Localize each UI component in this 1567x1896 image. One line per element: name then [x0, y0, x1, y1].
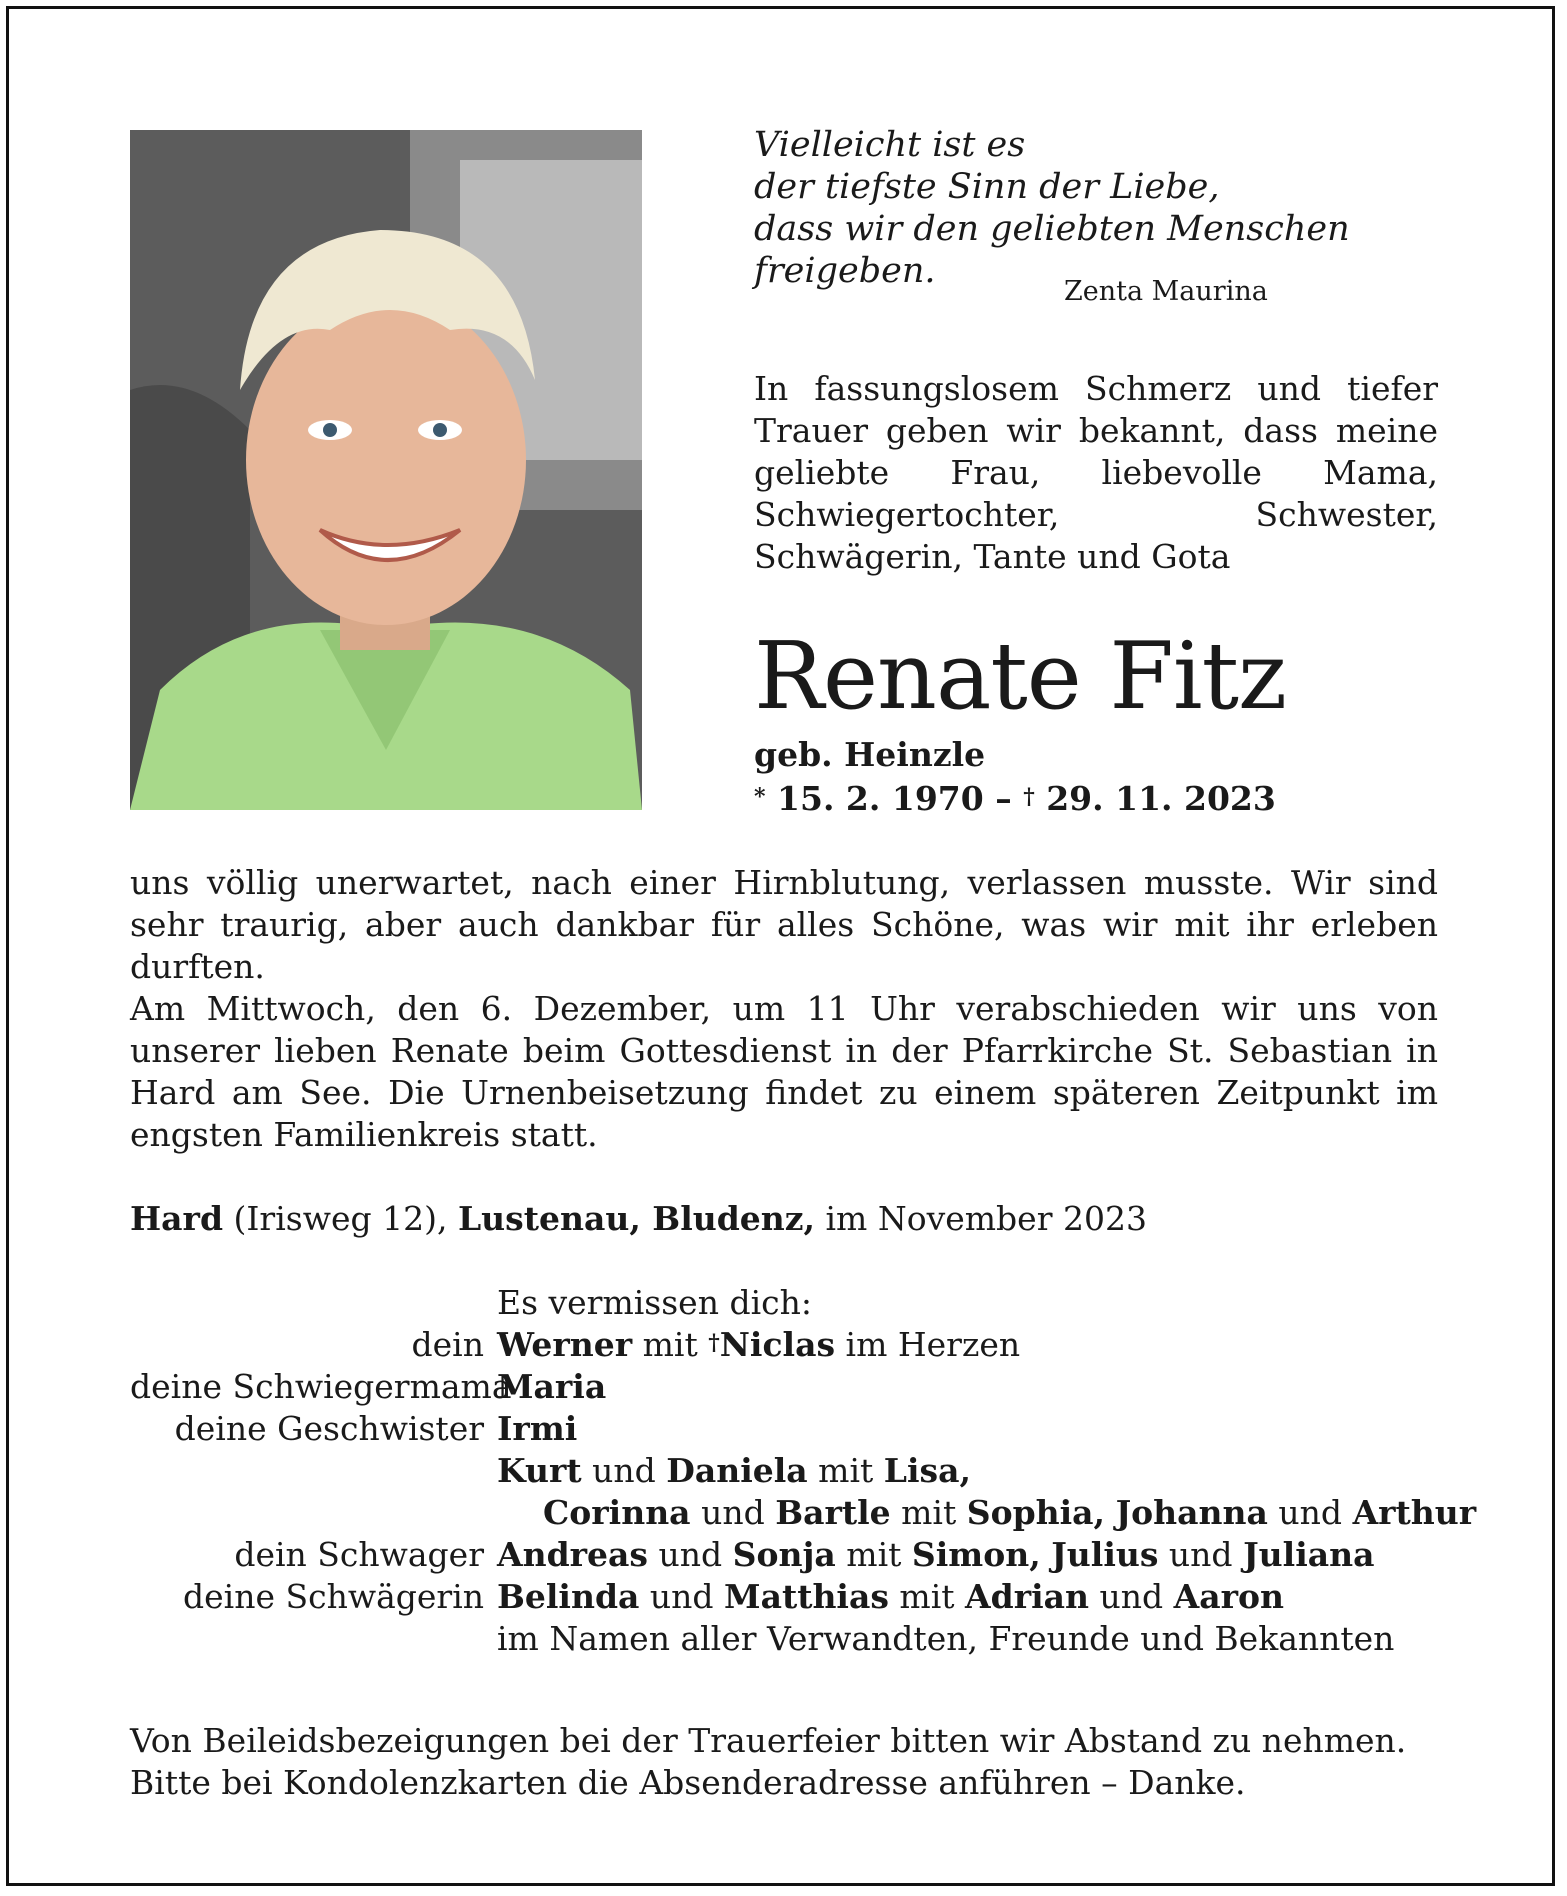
birth-symbol: *	[754, 784, 766, 810]
mourner-line	[497, 1576, 1284, 1618]
connector: mit	[888, 1577, 966, 1616]
birth-name: geb. Heinzle	[754, 735, 986, 774]
cross-symbol: †	[708, 1330, 720, 1356]
body-paragraph: uns völlig unerwartet, nach einer Hirnblutung, verlassen musste. Wir sind sehr traurig, aber auch dankbar für alles Schöne, was wir mit ihr erleben durften.	[130, 863, 1438, 986]
mourner-line	[497, 1324, 1020, 1366]
place-date-line	[130, 1198, 1147, 1240]
mourners-closing: im Namen aller Verwandten, Freunde und Bekannten	[497, 1619, 1395, 1658]
place-town: Hard	[130, 1199, 224, 1238]
birth-date: 15. 2. 1970	[777, 779, 984, 818]
date-dash: –	[983, 779, 1024, 818]
intro-text: In fassungslosem Schmerz und tiefer Trauer geben wir bekannt, dass meine geliebte Frau, liebevolle Mama, Schwiegertochter, Schwester, Schwägerin, Tante und Gota	[754, 369, 1438, 576]
connector: mit	[835, 1535, 912, 1574]
mourner-name: Corinna	[543, 1493, 691, 1532]
relation-label: dein Schwager	[234, 1535, 484, 1574]
mourner-name: Aaron	[1173, 1577, 1285, 1616]
mourner-name: Julius	[1051, 1535, 1159, 1574]
quote-line: Vielleicht ist es	[754, 125, 1026, 165]
mourner-name: Arthur	[1352, 1493, 1477, 1532]
mourner-name: Maria	[497, 1367, 607, 1406]
mourner-line	[497, 1408, 577, 1450]
footer-line: Bitte bei Kondolenzkarten die Absenderadresse anführen – Danke.	[130, 1763, 1246, 1802]
place-date: im November 2023	[815, 1199, 1147, 1238]
death-date: 29. 11. 2023	[1046, 779, 1276, 818]
announcement-body	[130, 862, 1438, 1156]
mourners-heading: Es vermissen dich:	[497, 1283, 812, 1322]
relation-label: deine Schwägerin	[183, 1577, 484, 1616]
mourner-name: Lisa,	[883, 1451, 971, 1490]
mourner-name: Niclas	[719, 1325, 836, 1364]
place-address: (Irisweg 12),	[223, 1199, 458, 1238]
mourner-name: Werner	[497, 1325, 633, 1364]
connector: und	[639, 1577, 725, 1616]
mourner-name: Daniela	[666, 1451, 808, 1490]
mourner-name: Sophia,	[966, 1493, 1106, 1532]
mourner-name: Belinda	[497, 1577, 640, 1616]
quote-author: Zenta Maurina	[1064, 276, 1268, 307]
connector: mit	[632, 1325, 709, 1364]
mourner-name: Bartle	[775, 1493, 891, 1532]
connector: und	[648, 1535, 733, 1574]
mourner-name: Irmi	[497, 1409, 578, 1448]
connector: mit	[890, 1493, 967, 1532]
connector: und	[1267, 1493, 1353, 1532]
mourner-name: Simon,	[911, 1535, 1041, 1574]
mourner-name: Andreas	[497, 1535, 649, 1574]
connector: und	[581, 1451, 667, 1490]
death-symbol: †	[1023, 784, 1035, 810]
place-others: Lustenau, Bludenz,	[457, 1199, 816, 1238]
life-dates	[754, 778, 1276, 820]
quote-line: dass wir den geliebten Menschen	[754, 209, 1350, 249]
footer-line: Von Beileidsbezeigungen bei der Trauerfeier bitten wir Abstand zu nehmen.	[130, 1721, 1407, 1760]
mourner-line	[497, 1534, 1375, 1576]
connector: und	[1158, 1535, 1244, 1574]
body-paragraph: Am Mittwoch, den 6. Dezember, um 11 Uhr verabschieden wir uns von unserer lieben Renate beim Gottesdienst in der Pfarrkirche St. Sebastian in Hard am See. Die Urnenbeisetzung findet zu einem späteren Zeitpunkt im engsten Familienkreis statt.	[130, 989, 1438, 1154]
mourner-name: Juliana	[1243, 1535, 1375, 1574]
mourner-line	[497, 1366, 606, 1408]
mourner-name: Sonja	[732, 1535, 836, 1574]
connector: und	[690, 1493, 776, 1532]
relation-label: deine Geschwister	[174, 1409, 484, 1448]
mourner-line	[543, 1492, 1476, 1534]
footer-notes	[130, 1720, 1406, 1804]
mourner-line	[497, 1450, 971, 1492]
portrait-photo	[130, 130, 642, 810]
mourner-name: Adrian	[965, 1577, 1090, 1616]
quote-line: der tiefste Sinn der Liebe,	[754, 167, 1220, 207]
connector: und	[1089, 1577, 1174, 1616]
connector: mit	[807, 1451, 884, 1490]
connector: im Herzen	[835, 1325, 1021, 1364]
deceased-name: Renate Fitz	[754, 622, 1287, 730]
relation-label: dein	[411, 1325, 484, 1364]
memorial-quote	[754, 124, 1354, 292]
quote-line: freigeben.	[754, 251, 936, 291]
mourner-name: Kurt	[497, 1451, 582, 1490]
mourner-name: Johanna	[1115, 1493, 1268, 1532]
relation-label: deine Schwiegermama	[130, 1367, 512, 1406]
mourner-name: Matthias	[724, 1577, 889, 1616]
